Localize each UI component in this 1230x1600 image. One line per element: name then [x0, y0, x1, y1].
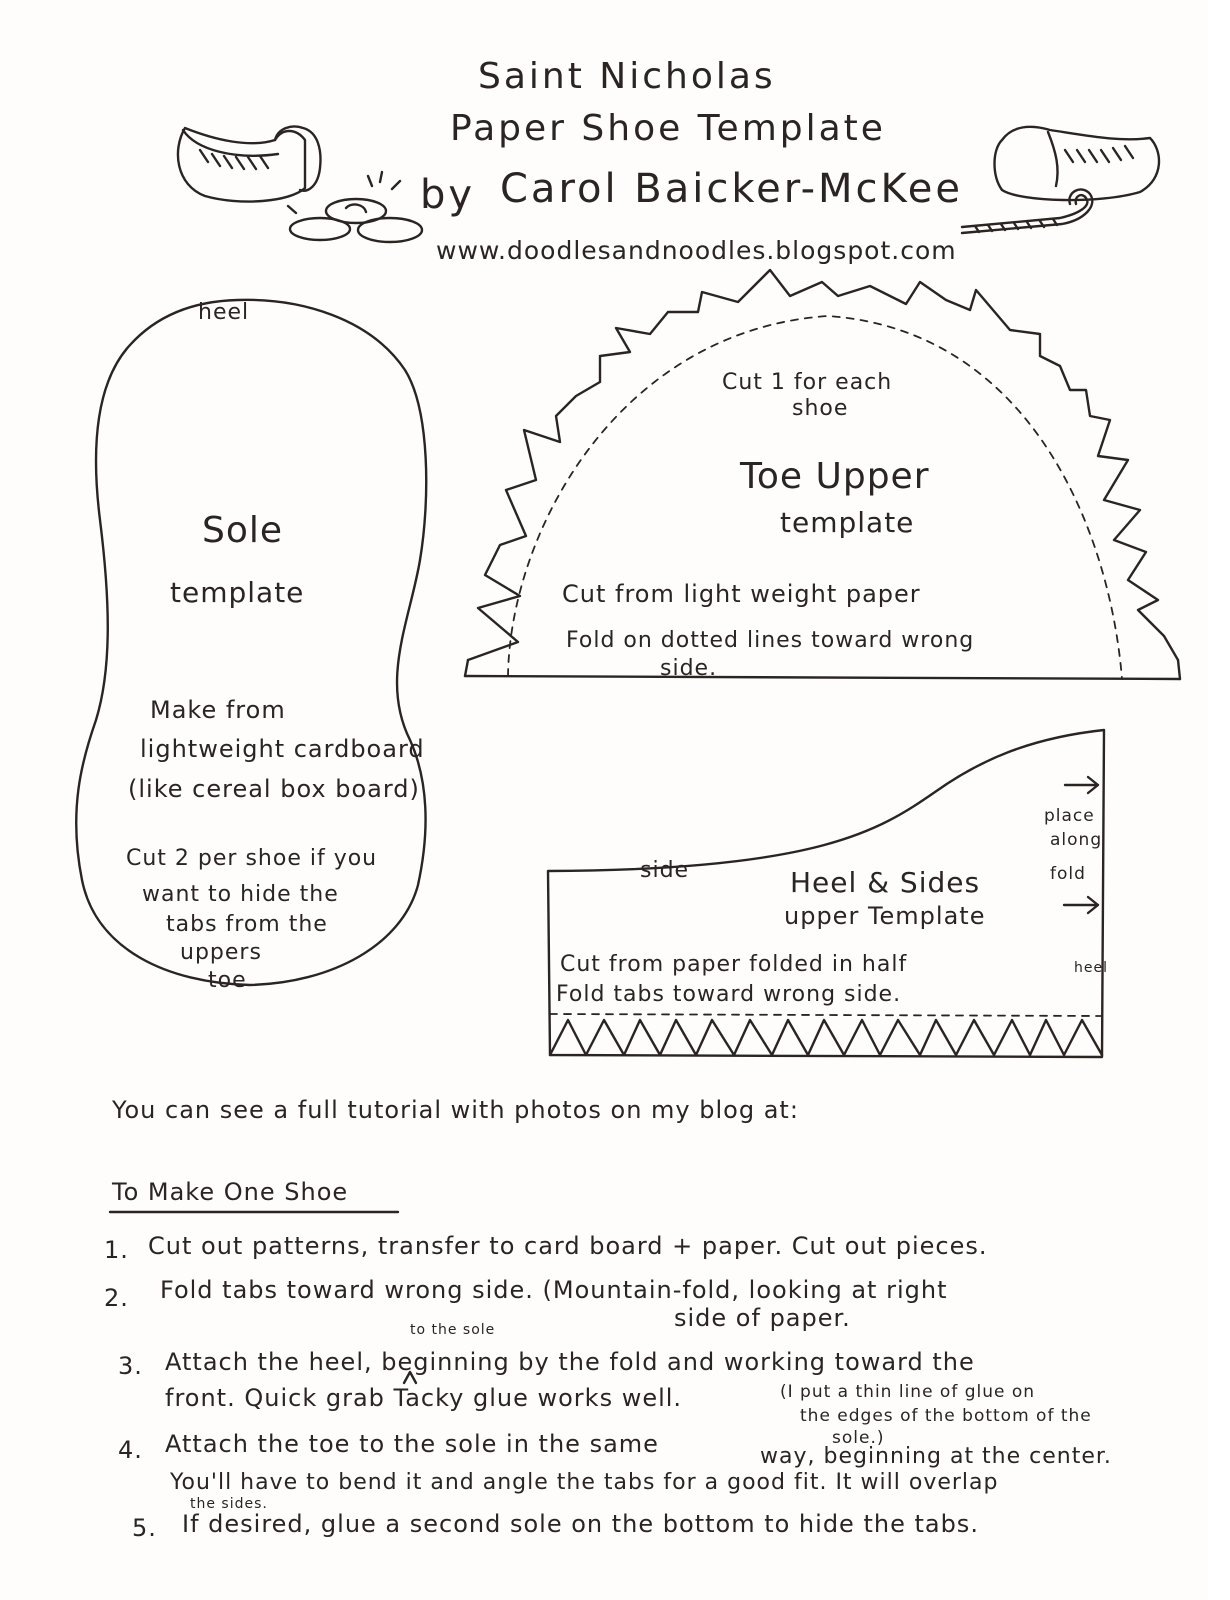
step-4-text-line-3: You'll have to bend it and angle the tabs for a good fit. It will overlap — [170, 1470, 999, 1495]
step-4-number: 4. — [118, 1436, 143, 1464]
step-2-number: 2. — [104, 1284, 129, 1312]
step-3-insert: to the sole — [410, 1322, 496, 1338]
step-3-text-line-1: Attach the heel, beginning by the fold and working toward the — [165, 1348, 975, 1376]
instructions-heading: To Make One Shoe — [112, 1178, 349, 1206]
step-1-text: Cut out patterns, transfer to card board + paper. Cut out pieces. — [148, 1232, 988, 1260]
heel-instr-line-1: Cut from paper folded in half — [560, 952, 908, 977]
step-3-number: 3. — [118, 1352, 143, 1380]
step-3-note-line-1: (I put a thin line of glue on — [780, 1382, 1036, 1402]
place-label-line-3: fold — [1050, 864, 1086, 884]
toe-cut-each-line-2: shoe — [792, 396, 849, 421]
heel-instr-line-2: Fold tabs toward wrong side. — [556, 982, 902, 1007]
heel-side-label: side — [640, 858, 690, 883]
sole-make-line-2: lightweight cardboard — [140, 735, 425, 763]
toe-instr-line-2: Fold on dotted lines toward wrong — [566, 628, 975, 653]
step-4-text-line-1: Attach the toe to the sole in the same — [165, 1430, 659, 1458]
heel-upper-subtitle: upper Template — [784, 902, 986, 930]
step-1-number: 1. — [104, 1236, 129, 1264]
blog-url: www.doodlesandnoodles.blogspot.com — [436, 236, 957, 265]
place-label-line-2: along — [1050, 830, 1103, 850]
toe-instr-line-3: side. — [660, 656, 718, 681]
sole-make-line-3: (like cereal box board) — [128, 775, 420, 803]
heel-upper-heel-label: heel — [1074, 960, 1108, 976]
step-4-text-line-4: the sides. — [190, 1496, 268, 1512]
sole-subtitle: template — [170, 576, 305, 609]
step-5-number: 5. — [132, 1514, 157, 1542]
step-3-note-line-3: sole.) — [832, 1428, 885, 1448]
author-name: Carol Baicker-McKee — [500, 166, 963, 212]
toe-instr-line-1: Cut from light weight paper — [562, 580, 921, 608]
step-4-text-line-2: way, beginning at the center. — [760, 1444, 1112, 1469]
toe-upper-title: Toe Upper — [740, 456, 930, 497]
toe-cut-each-line-1: Cut 1 for each — [722, 370, 893, 395]
sole-heel-label: heel — [198, 300, 250, 325]
left-shoe-icon — [178, 127, 321, 202]
sole-cut-line-4: uppers — [180, 940, 262, 965]
sole-cut-line-1: Cut 2 per shoe if you — [126, 846, 378, 871]
sole-cut-line-2: want to hide the — [142, 882, 339, 907]
sole-cut-line-3: tabs from the — [166, 912, 328, 937]
title-line-2: Paper Shoe Template — [450, 108, 886, 149]
sole-title: Sole — [202, 510, 284, 551]
title-line-1: Saint Nicholas — [478, 56, 776, 97]
toe-upper-subtitle: template — [780, 506, 915, 539]
tutorial-line: You can see a full tutorial with photos on my blog at: — [112, 1096, 799, 1124]
step-3-text-line-2: front. Quick grab Tacky glue works well. — [165, 1384, 683, 1412]
step-3-note-line-2: the edges of the bottom of the — [800, 1406, 1092, 1426]
step-5-text: If desired, glue a second sole on the bottom to hide the tabs. — [182, 1510, 979, 1538]
heel-upper-title: Heel & Sides — [790, 866, 981, 899]
step-2-text-line-2: side of paper. — [674, 1304, 851, 1332]
coins-icon — [288, 172, 422, 242]
sole-make-line-1: Make from — [150, 696, 286, 724]
candy-cane-icon — [962, 189, 1092, 233]
place-label-line-1: place — [1044, 806, 1095, 826]
sole-toe-label: toe — [208, 968, 247, 993]
author-prefix: by — [420, 172, 476, 218]
step-2-text-line-1: Fold tabs toward wrong side. (Mountain-fold, looking at right — [160, 1276, 948, 1304]
